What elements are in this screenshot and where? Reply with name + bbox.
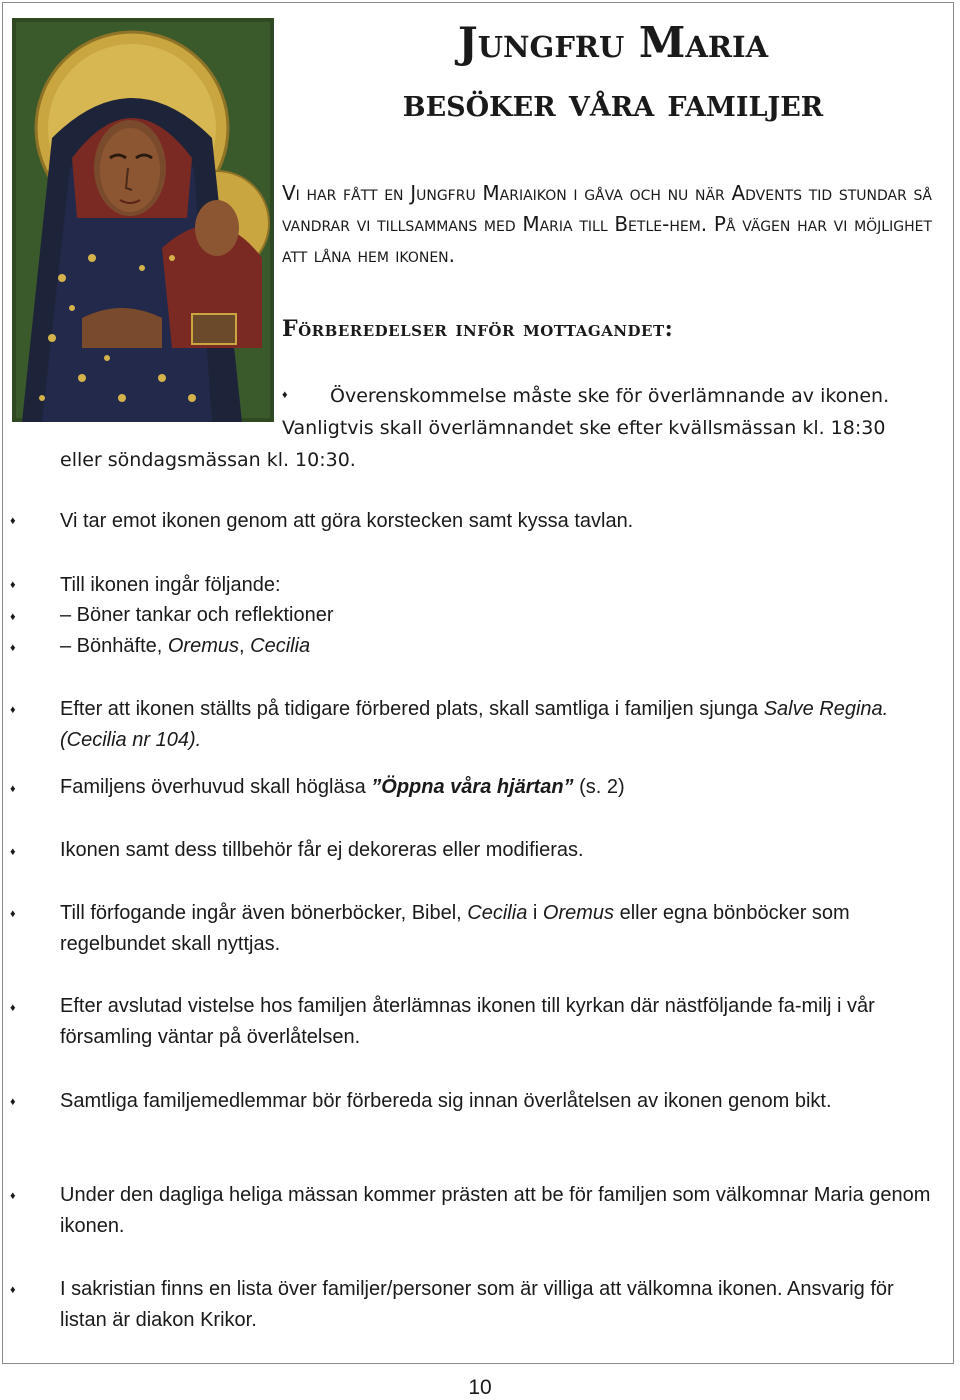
bullet-diamond-icon: ♦ bbox=[10, 1284, 16, 1296]
list-item-books bbox=[60, 898, 940, 960]
bullet-diamond-icon: ♦ bbox=[10, 579, 16, 591]
madonna-icon-image bbox=[12, 18, 274, 422]
list-item-mass: Under den dagliga heliga mässan kommer prästen att be för familjen som välkomnar Maria genom ikonen. bbox=[60, 1184, 931, 1237]
bullet-diamond-icon: ♦ bbox=[10, 642, 16, 654]
bullet-diamond-icon: ♦ bbox=[282, 389, 288, 401]
bullet-diamond-icon: ♦ bbox=[10, 783, 16, 795]
booklet-cecilia: Cecilia bbox=[250, 635, 311, 657]
books-connector: i bbox=[527, 902, 543, 924]
bullet-diamond-icon: ♦ bbox=[10, 908, 16, 920]
books-text-end: eller egna bönböcker som regelbundet skall nyttjas. bbox=[60, 902, 850, 955]
bullet-diamond-icon: ♦ bbox=[10, 515, 16, 527]
salve-title: Salve Regina. (Cecilia nr 104). bbox=[60, 698, 889, 751]
bullet-diamond-icon: ♦ bbox=[10, 1190, 16, 1202]
agreement-line-1: Överenskommelse måste ske för överlämnande av ikonen. bbox=[330, 385, 890, 407]
agreement-line-3: eller söndagsmässan kl. 10:30. bbox=[60, 449, 356, 471]
booklet-oremus: Oremus bbox=[167, 635, 239, 657]
list-item-read-aloud bbox=[60, 772, 940, 803]
bullet-diamond-icon: ♦ bbox=[10, 704, 16, 716]
read-title: ”Öppna våra hjärtan” bbox=[371, 776, 574, 798]
booklet-separator: , bbox=[239, 635, 251, 657]
bullet-diamond-icon: ♦ bbox=[10, 1002, 16, 1014]
salve-text: Efter att ikonen ställts på tidigare förbered plats, skall samtliga i familjen sjunga bbox=[60, 698, 764, 720]
list-item-salve-regina bbox=[60, 694, 940, 756]
list-item-return: Efter avslutad vistelse hos familjen återlämnas ikonen till kyrkan där nästföljande fa-milj i vår församling väntar på överlåtelsen. bbox=[60, 995, 875, 1048]
list-item-kiss: Vi tar emot ikonen genom att göra korstecken samt kyssa tavlan. bbox=[60, 510, 634, 532]
books-text: Till förfogande ingår även bönerböcker, Bibel, bbox=[60, 902, 468, 924]
list-item-confession: Samtliga familjemedlemmar bör förbereda sig innan överlåtelsen av ikonen genom bikt. bbox=[60, 1090, 832, 1112]
intro-paragraph: Vi har fått en Jungfru Mariaikon i gåva och nu när Advents tid stundar så vandrar vi tillsammans med Maria till Betle-hem. På vägen har vi möjlighet att låna hem ikonen. bbox=[282, 181, 932, 267]
read-page-ref: (s. 2) bbox=[573, 776, 625, 798]
madonna-icon-illustration bbox=[12, 18, 274, 422]
bullet-diamond-icon: ♦ bbox=[10, 846, 16, 858]
books-cecilia: Cecilia bbox=[467, 902, 528, 924]
bullet-diamond-icon: ♦ bbox=[10, 1096, 16, 1108]
list-item-booklet bbox=[60, 631, 940, 662]
list-item-prayers: – Böner tankar och reflektioner bbox=[60, 604, 334, 626]
list-item-sacristy-list: I sakristian finns en lista över familjer/personer som är villiga att välkomna ikonen. Ansvarig för listan är diakon Krikor. bbox=[60, 1278, 894, 1331]
booklet-prefix: – Bönhäfte, bbox=[60, 635, 168, 657]
books-oremus: Oremus bbox=[542, 902, 615, 924]
bullet-diamond-icon: ♦ bbox=[10, 611, 16, 623]
list-item-includes: Till ikonen ingår följande: bbox=[60, 574, 281, 596]
read-text: Familjens överhuvud skall högläsa bbox=[60, 776, 372, 798]
agreement-line-2: Vanligtvis skall överlämnandet ske efter kvällsmässan kl. 18:30 bbox=[282, 417, 886, 439]
list-item-no-decoration: Ikonen samt dess tillbehör får ej dekoreras eller modifieras. bbox=[60, 839, 584, 861]
page-number: 10 bbox=[468, 1376, 492, 1399]
page-title-line-1: Jungfru Maria bbox=[457, 18, 769, 67]
section-heading: Förberedelser inför mottagandet: bbox=[282, 316, 674, 342]
page-title-line-2: besöker våra familjer bbox=[402, 80, 824, 125]
